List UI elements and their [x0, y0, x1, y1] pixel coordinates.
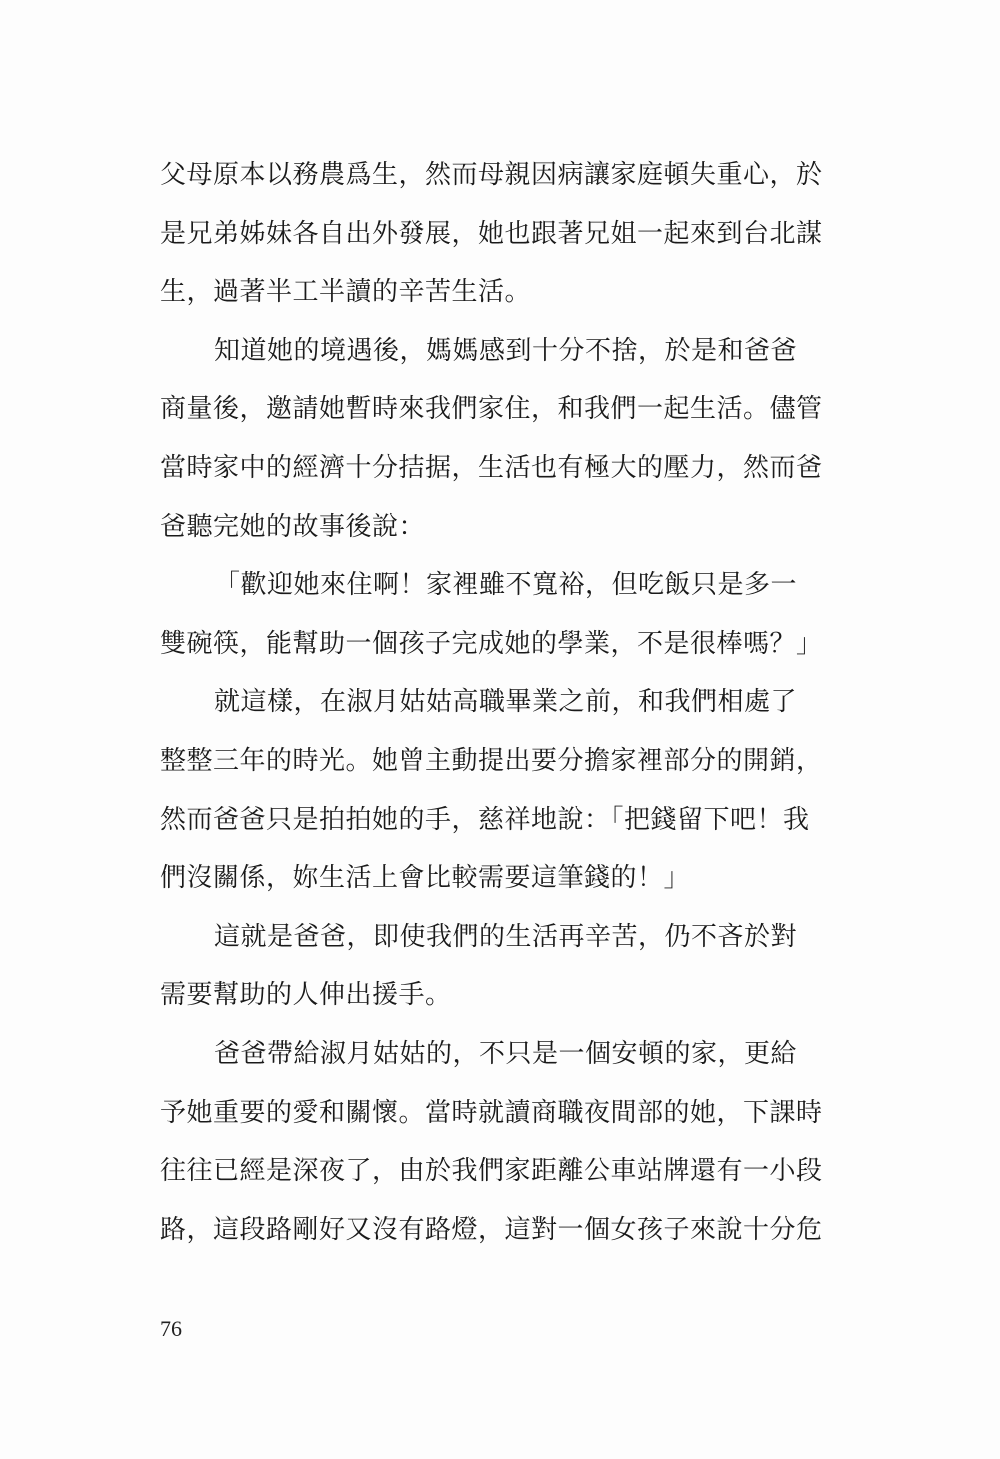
- text-line: 往往已經是深夜了，由於我們家距離公車站牌還有一小段: [160, 1156, 823, 1187]
- text-line: 商量後，邀請她暫時來我們家住，和我們一起生活。儘管: [160, 394, 823, 425]
- text-line: 是兄弟姊妹各自出外發展，她也跟著兄姐一起來到台北謀: [160, 218, 823, 249]
- text-line: 整整三年的時光。她曾主動提出要分擔家裡部分的開銷，: [160, 745, 823, 776]
- text-line: 這就是爸爸，即使我們的生活再辛苦，仍不吝於對: [214, 921, 798, 952]
- text-line: 爸聽完她的故事後說：: [160, 511, 426, 542]
- page-number: 76: [160, 1316, 182, 1341]
- text-line: 然而爸爸只是拍拍她的手，慈祥地說：「把錢留下吧！我: [160, 804, 810, 835]
- text-line: 爸爸帶給淑月姑姑的，不只是一個安頓的家，更給: [214, 1038, 798, 1069]
- text-line: 就這樣，在淑月姑姑高職畢業之前，和我們相處了: [214, 687, 798, 718]
- text-line: 「歡迎她來住啊！家裡雖不寬裕，但吃飯只是多一: [214, 570, 798, 601]
- text-line: 當時家中的經濟十分拮据，生活也有極大的壓力，然而爸: [160, 452, 823, 483]
- body-text: [160, 146, 840, 1259]
- text-line: 知道她的境遇後，媽媽感到十分不捨，於是和爸爸: [214, 335, 798, 366]
- text-line: 雙碗筷，能幫助一個孩子完成她的學業，不是很棒嗎？」: [160, 628, 823, 659]
- text-line: 父母原本以務農爲生，然而母親因病讓家庭頓失重心，於: [160, 160, 823, 190]
- text-line: 需要幫助的人伸出援手。: [160, 980, 452, 1011]
- text-line: 路，這段路剛好又沒有路燈，這對一個女孩子來說十分危: [160, 1214, 823, 1245]
- text-line: 生，過著半工半讀的辛苦生活。: [160, 277, 532, 308]
- text-line: 予她重要的愛和關懷。當時就讀商職夜間部的她，下課時: [160, 1097, 823, 1128]
- text-line: 們沒關係，妳生活上會比較需要這筆錢的！」: [160, 863, 691, 894]
